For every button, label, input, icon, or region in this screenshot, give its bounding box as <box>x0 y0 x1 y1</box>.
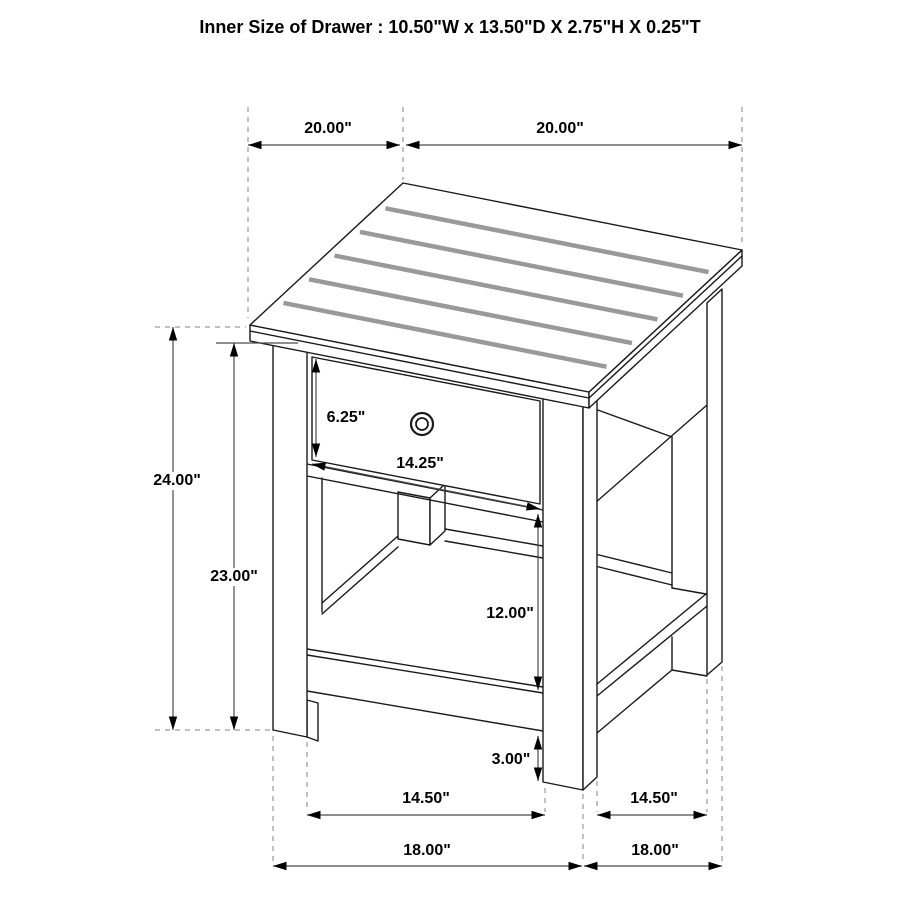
dim-label-drawer-height: 6.25" <box>326 409 366 426</box>
back-left-leg-side <box>430 484 445 545</box>
dim-label-side-leg-span: 14.50" <box>630 790 678 807</box>
dim-label-drawer-width: 14.25" <box>396 455 444 472</box>
back-right-leg <box>707 289 722 675</box>
dim-label-top-depth: 20.00" <box>304 120 352 137</box>
dim-label-top-width: 20.00" <box>536 120 584 137</box>
lower-shelf <box>307 649 543 731</box>
back-left-leg <box>398 492 430 545</box>
dim-label-overall-height: 24.00" <box>150 472 204 490</box>
front-left-leg <box>273 345 307 737</box>
right-side-structure <box>595 405 707 733</box>
dim-label-foot-height: 3.00" <box>491 751 531 768</box>
left-stretcher-foot <box>307 700 318 741</box>
front-right-leg-side <box>583 393 597 790</box>
dim-label-front-width: 18.00" <box>403 842 451 859</box>
dim-label-undertop-height: 23.00" <box>207 568 261 586</box>
dim-label-side-depth: 18.00" <box>631 842 679 859</box>
front-right-leg <box>543 398 583 790</box>
dim-label-front-leg-span: 14.50" <box>402 790 450 807</box>
drawer-inner-size-title: Inner Size of Drawer : 10.50"W x 13.50"D X 2.75"H X 0.25"T <box>199 17 701 37</box>
dim-label-shelf-clearance: 12.00" <box>486 605 534 622</box>
